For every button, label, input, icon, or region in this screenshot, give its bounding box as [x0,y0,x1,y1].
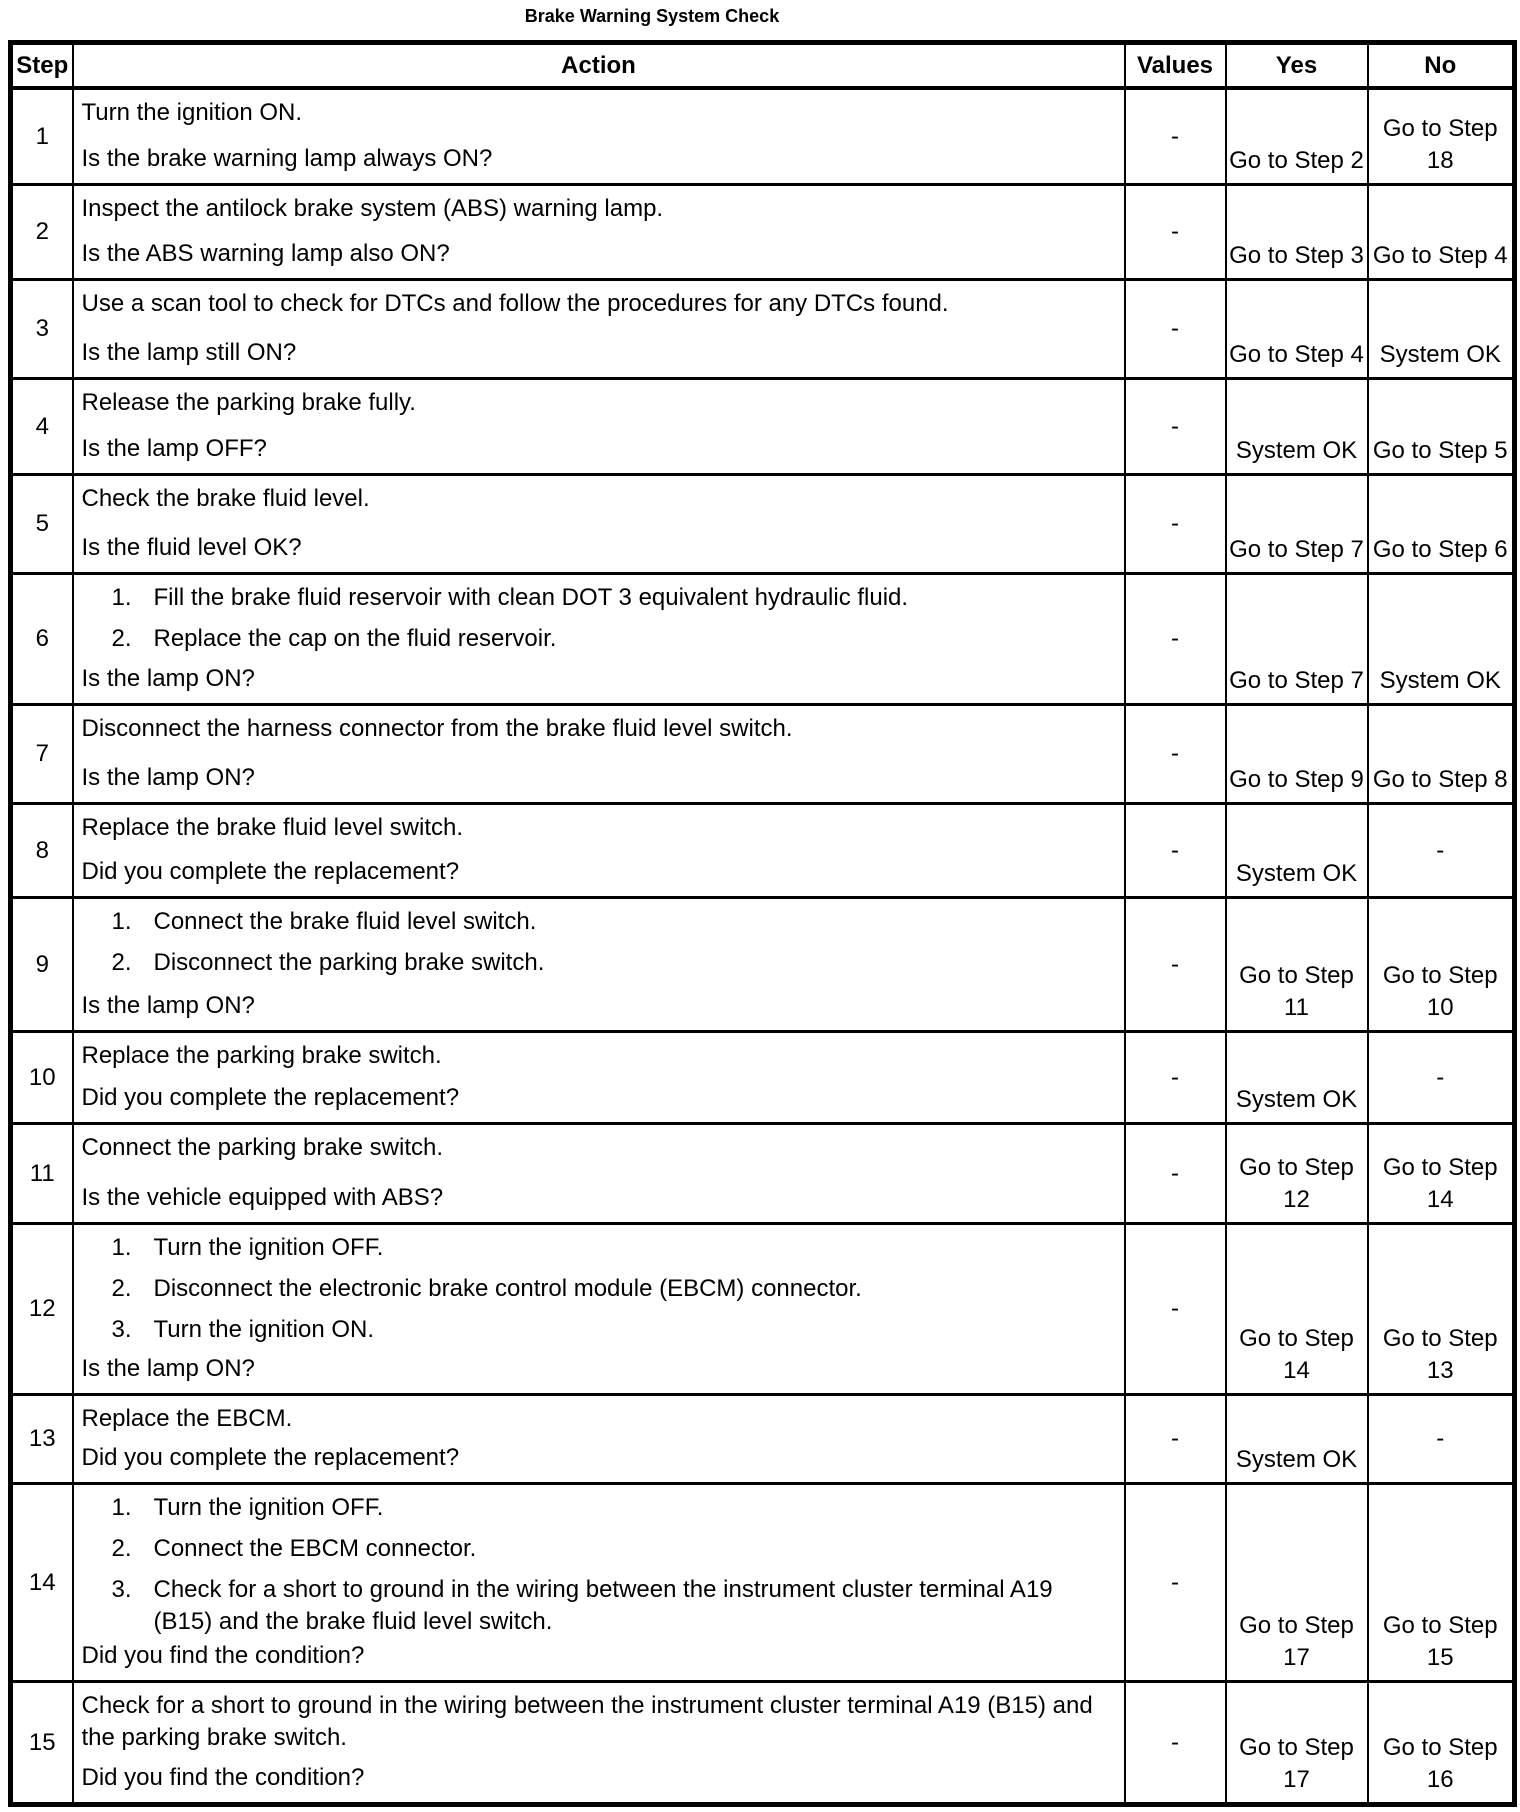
yes-cell [1226,280,1368,379]
values-cell [1125,185,1226,280]
no-cell [1368,475,1515,574]
table-row [11,1124,1515,1224]
list-number: 2. [111,625,132,652]
table-row [11,898,1515,1032]
action-cell [73,804,1125,898]
values-cell [1125,1224,1226,1395]
values-cell-content: - [1171,218,1179,245]
action-instruction-block [82,582,1114,655]
list-text: Turn the ignition OFF. [153,1494,384,1521]
values-cell [1125,1682,1226,1805]
no-cell [1368,898,1515,1032]
yes-cell-content: System OK [1235,860,1358,887]
table-row [11,804,1515,898]
action-content [74,186,1124,278]
action-cell [73,379,1125,475]
action-instruction: Release the parking brake fully. [81,389,416,416]
step-cell: 4 [11,379,73,475]
action-content [74,706,1124,802]
action-question: Is the lamp still ON? [81,339,297,366]
action-cell [73,88,1125,185]
action-list-item [82,1533,1114,1565]
no-cell [1368,574,1515,705]
values-cell-content: - [1171,315,1179,342]
col-header-action: Action [73,43,1125,89]
action-instruction: Inspect the antilock brake system (ABS) warning lamp. [81,195,664,222]
table-row [11,1032,1515,1124]
values-cell-content: - [1171,950,1179,978]
list-number: 1. [111,584,132,611]
yes-cell-content: Go to Step 4 [1229,341,1364,368]
list-number: 1. [111,1234,132,1261]
yes-cell [1226,1682,1368,1805]
no-cell [1368,1395,1515,1484]
values-cell [1125,280,1226,379]
yes-cell-content: Go to Step 3 [1229,242,1364,269]
brake-check-table [8,40,1517,1807]
values-cell [1125,574,1226,705]
yes-cell [1226,1224,1368,1395]
action-list-item [82,582,1114,614]
step-cell: 2 [11,185,73,280]
list-number: 3. [111,1576,132,1603]
list-number: 3. [111,1316,132,1343]
action-content [74,899,1124,1030]
action-content [74,476,1124,572]
no-cell-content: Go to Step 15 [1382,1612,1498,1671]
header-row [11,43,1515,89]
action-cell [73,1124,1125,1224]
action-cell [73,898,1125,1032]
action-content [74,575,1124,703]
no-cell [1368,379,1515,475]
no-cell-content: Go to Step 10 [1382,962,1498,1021]
table-row [11,88,1515,185]
action-cell [73,574,1125,705]
action-instruction: Use a scan tool to check for DTCs and follow the procedures for any DTCs found. [81,290,949,317]
list-number: 2. [111,949,132,976]
values-cell-content: - [1171,1295,1179,1322]
col-header-values: Values [1125,43,1226,89]
action-cell [73,1395,1125,1484]
values-cell-content: - [1171,740,1179,767]
action-question: Did you complete the replacement? [81,1444,460,1471]
no-cell [1368,88,1515,185]
action-instruction-block [82,97,1114,129]
yes-cell-content: System OK [1235,437,1358,464]
step-cell: 7 [11,705,73,804]
list-text: Connect the EBCM connector. [153,1535,477,1562]
yes-cell [1226,898,1368,1032]
table-row [11,185,1515,280]
action-instruction-block [82,1690,1114,1754]
no-cell [1368,1032,1515,1124]
values-cell-content: - [1171,122,1179,150]
action-question: Did you complete the replacement? [81,858,460,885]
action-instruction-block [82,288,1114,320]
values-cell [1125,88,1226,185]
no-cell [1368,1484,1515,1682]
values-cell [1125,804,1226,898]
action-content [74,1683,1124,1802]
action-question: Did you complete the replacement? [81,1084,460,1111]
action-content [74,1225,1124,1393]
action-instruction: Replace the parking brake switch. [81,1042,442,1069]
action-cell [73,185,1125,280]
action-cell [73,280,1125,379]
action-instruction: Connect the parking brake switch. [81,1134,444,1161]
yes-cell-content: System OK [1235,1086,1358,1113]
action-instruction-block [82,1232,1114,1346]
yes-cell [1226,1032,1368,1124]
action-list-item [82,1574,1114,1638]
list-text: Turn the ignition OFF. [153,1234,384,1261]
step-cell: 14 [11,1484,73,1682]
step-cell: 13 [11,1395,73,1484]
list-number: 2. [111,1275,132,1302]
table-row [11,1395,1515,1484]
action-question: Is the lamp OFF? [81,435,267,462]
action-instruction-block [82,713,1114,745]
title-area [0,0,1520,40]
action-cell [73,705,1125,804]
step-cell: 8 [11,804,73,898]
action-instruction: Check for a short to ground in the wiring between the instrument cluster terminal A19 (B15) and the parking brake switch. [81,1692,1093,1751]
yes-cell-content: Go to Step 12 [1239,1154,1354,1213]
yes-cell [1226,379,1368,475]
col-header-no: No [1368,43,1515,89]
yes-cell [1226,185,1368,280]
no-cell-content: Go to Step 4 [1372,242,1508,269]
action-question: Is the lamp ON? [81,665,255,692]
values-cell [1125,705,1226,804]
values-cell [1125,1395,1226,1484]
action-cell [73,1032,1125,1124]
list-text: Disconnect the parking brake switch. [153,949,545,976]
action-instruction-block [82,483,1114,515]
no-cell-content: Go to Step 16 [1382,1734,1498,1793]
yes-cell [1226,1484,1368,1682]
no-cell-content: - [1436,836,1445,864]
values-cell-content: - [1171,836,1179,864]
no-cell-content: - [1436,1425,1445,1452]
action-list-item [82,906,1114,938]
table-row [11,574,1515,705]
action-instruction-block [82,1040,1114,1072]
action-instruction: Replace the EBCM. [81,1405,293,1432]
no-cell-content: Go to Step 8 [1372,766,1508,793]
action-question: Is the lamp ON? [81,1355,255,1382]
action-instruction-block [82,193,1114,225]
table-row [11,280,1515,379]
action-content [74,1033,1124,1122]
yes-cell-content: System OK [1235,1446,1358,1473]
step-cell: 3 [11,280,73,379]
action-question: Is the brake warning lamp always ON? [81,145,493,172]
yes-cell [1226,1124,1368,1224]
values-cell-content: - [1171,412,1179,440]
list-text: Replace the cap on the fluid reservoir. [153,625,557,652]
step-cell: 10 [11,1032,73,1124]
yes-cell [1226,475,1368,574]
step-cell: 15 [11,1682,73,1805]
action-question: Did you find the condition? [81,1764,365,1791]
table-row [11,705,1515,804]
no-cell-content: System OK [1379,667,1501,694]
yes-cell-content: Go to Step 14 [1239,1325,1354,1384]
step-cell: 1 [11,88,73,185]
action-instruction: Disconnect the harness connector from the brake fluid level switch. [81,715,793,742]
yes-cell [1226,804,1368,898]
values-cell [1125,379,1226,475]
action-instruction: Replace the brake fluid level switch. [81,814,464,841]
table-row [11,475,1515,574]
action-instruction-block [82,1492,1114,1638]
action-question: Is the lamp ON? [81,992,255,1019]
action-list-item [82,1232,1114,1264]
table-row [11,1682,1515,1805]
values-cell-content: - [1171,625,1179,652]
col-header-yes: Yes [1226,43,1368,89]
no-cell [1368,280,1515,379]
action-content [74,1125,1124,1222]
yes-cell-content: Go to Step 17 [1239,1734,1354,1793]
action-instruction-block [82,812,1114,844]
no-cell [1368,185,1515,280]
action-cell [73,475,1125,574]
yes-cell-content: Go to Step 17 [1239,1612,1354,1671]
action-list-item [82,947,1114,979]
step-cell: 12 [11,1224,73,1395]
no-cell [1368,804,1515,898]
list-number: 1. [111,908,132,935]
yes-cell [1226,88,1368,185]
step-cell: 9 [11,898,73,1032]
values-cell-content: - [1171,1728,1179,1756]
values-cell-content: - [1171,1159,1179,1187]
action-instruction: Check the brake fluid level. [81,485,370,512]
no-cell [1368,705,1515,804]
page-title: Brake Warning System Check [524,6,780,26]
no-cell [1368,1682,1515,1805]
table-row [11,379,1515,475]
action-question: Is the vehicle equipped with ABS? [81,1184,444,1211]
no-cell-content: Go to Step 18 [1382,115,1498,174]
yes-cell-content: Go to Step 7 [1229,536,1364,563]
no-cell [1368,1124,1515,1224]
values-cell-content: - [1171,510,1179,537]
no-cell-content: Go to Step 14 [1382,1154,1498,1213]
no-cell-content: System OK [1379,341,1501,368]
no-cell-content: Go to Step 5 [1372,437,1508,464]
action-list-item [82,1273,1114,1305]
action-instruction: Turn the ignition ON. [81,99,303,126]
action-content [74,1396,1124,1482]
list-text: Fill the brake fluid reservoir with clean DOT 3 equivalent hydraulic fluid. [153,584,909,611]
list-text: Check for a short to ground in the wiring between the instrument cluster terminal A19 (B15) and the brake fluid level switch. [153,1576,1053,1635]
action-content [74,281,1124,377]
list-text: Turn the ignition ON. [153,1316,375,1343]
step-cell: 11 [11,1124,73,1224]
list-text: Disconnect the electronic brake control module (EBCM) connector. [153,1275,862,1302]
action-cell [73,1682,1125,1805]
yes-cell-content: Go to Step 2 [1229,147,1364,174]
action-question: Did you find the condition? [81,1642,365,1669]
step-cell: 6 [11,574,73,705]
yes-cell-content: Go to Step 11 [1239,962,1354,1021]
list-number: 1. [111,1494,132,1521]
yes-cell [1226,574,1368,705]
action-instruction-block [82,1132,1114,1164]
values-cell [1125,1032,1226,1124]
col-header-step: Step [11,43,73,89]
yes-cell-content: Go to Step 9 [1229,766,1364,793]
no-cell-content: - [1436,1063,1445,1091]
action-question: Is the fluid level OK? [81,534,302,561]
action-content [74,805,1124,896]
action-content [74,90,1124,183]
no-cell-content: Go to Step 13 [1382,1325,1498,1384]
action-list-item [82,1492,1114,1524]
values-cell [1125,1124,1226,1224]
yes-cell [1226,705,1368,804]
values-cell-content: - [1171,1568,1179,1596]
action-content [74,380,1124,473]
values-cell [1125,475,1226,574]
list-text: Connect the brake fluid level switch. [153,908,537,935]
action-cell [73,1224,1125,1395]
no-cell [1368,1224,1515,1395]
action-question: Is the lamp ON? [81,764,255,791]
action-question: Is the ABS warning lamp also ON? [81,240,450,267]
values-cell [1125,1484,1226,1682]
action-instruction-block [82,906,1114,979]
yes-cell-content: Go to Step 7 [1229,667,1364,694]
no-cell-content: Go to Step 6 [1372,536,1508,563]
action-list-item [82,1314,1114,1346]
action-cell [73,1484,1125,1682]
values-cell-content: - [1171,1063,1179,1091]
yes-cell [1226,1395,1368,1484]
table-row [11,1224,1515,1395]
list-number: 2. [111,1535,132,1562]
action-content [74,1485,1124,1680]
table-row [11,1484,1515,1682]
action-instruction-block [82,387,1114,419]
action-list-item [82,623,1114,655]
values-cell-content: - [1171,1425,1179,1452]
action-instruction-block [82,1403,1114,1435]
step-cell: 5 [11,475,73,574]
values-cell [1125,898,1226,1032]
